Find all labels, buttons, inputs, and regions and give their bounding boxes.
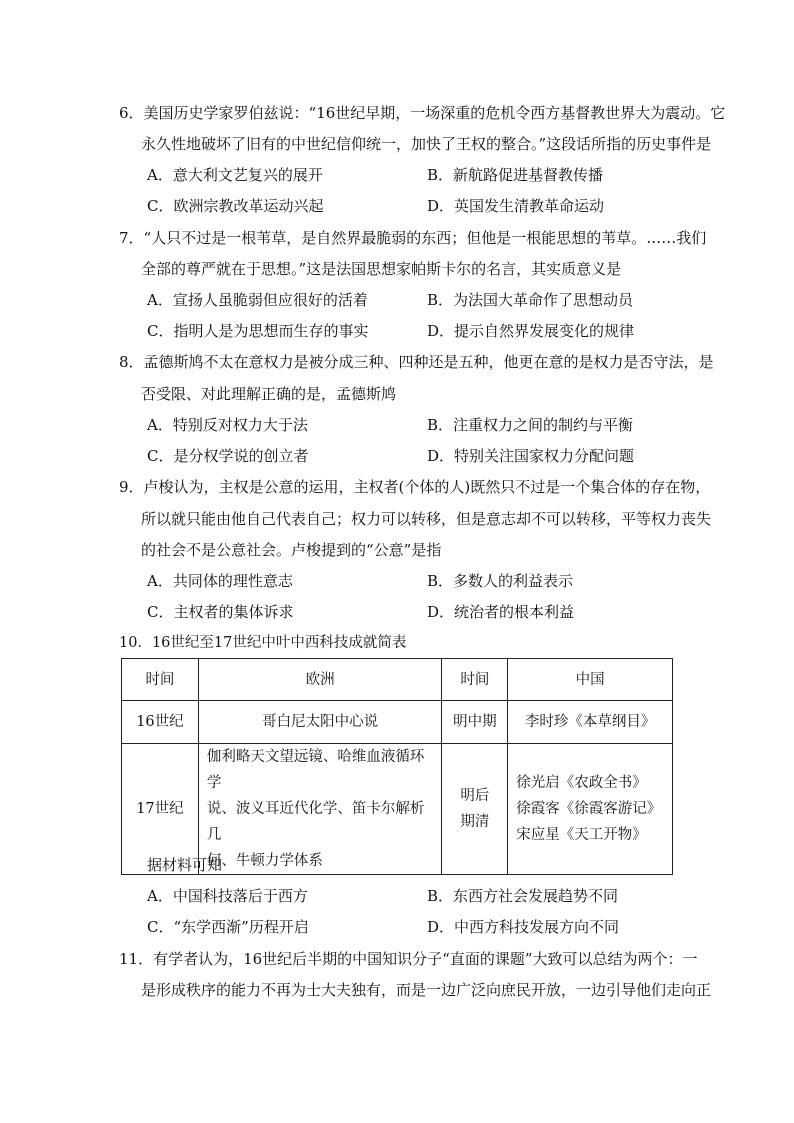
q7-stem-line2: 全部的尊严就在于思想。”这是法国思想家帕斯卡尔的名言，其实质意义是	[141, 260, 622, 278]
table-row	[122, 701, 673, 744]
table-cell-line: 何、牛顿力学体系	[206, 853, 323, 869]
q7-option-d: D．提示自然界发展变化的规律	[427, 322, 635, 340]
q10-option-a: A．中国科技落后于西方	[147, 887, 308, 905]
table-cell-china-17c	[508, 744, 673, 875]
q11-stem-line2: 是形成秩序的能力不再为士大夫独有，而是一边广泛向庶民开放，一边引导他们走向正	[141, 981, 712, 999]
q6-option-c: C．欧洲宗教改革运动兴起	[147, 197, 324, 215]
q7-stem-line1: 7．“人只不过是一根苇草，是自然界最脆弱的东西；但他是一根能思想的苇草。……我们	[119, 229, 707, 247]
q10-option-d: D．中西方科技发展方向不同	[427, 918, 620, 936]
q8-stem-line1: 8．孟德斯鸠不太在意权力是被分成三种、四种还是五种，他更在意的是权力是否守法，是	[119, 353, 714, 371]
q7-option-a: A．宣扬人虽脆弱但应很好的活着	[147, 291, 368, 309]
table-cell: 17世纪	[122, 744, 199, 875]
q7-option-c: C．指明人是为思想而生存的事实	[147, 322, 369, 340]
q9-stem-line1: 9．卢梭认为，主权是公意的运用，主权者(个体的人)既然只不过是一个集合体的存在物，	[119, 478, 711, 496]
q9-stem-line3: 的社会不是公意社会。卢梭提到的“公意”是指	[141, 541, 442, 559]
table-header-cell: 时间	[122, 659, 199, 701]
q10-after-table: 据材料可知	[147, 856, 223, 874]
q10-stem: 10．16世纪至17世纪中叶中西科技成就简表	[119, 635, 407, 651]
q8-option-a: A．特别反对权力大于法	[147, 416, 308, 434]
table-cell-line: 说、波义耳近代化学、笛卡尔解析几	[206, 801, 425, 843]
q9-option-c: C．主权者的集体诉求	[147, 603, 294, 621]
q11-stem-line1: 11．有学者认为，16世纪后半期的中国知识分子“直面的课题”大致可以总结为两个：一	[119, 950, 698, 968]
q6-stem-line2: 永久性地破坏了旧有的中世纪信仰统一，加快了王权的整合。”这段话所指的历史事件是	[141, 135, 712, 153]
table-cell-time-cn	[442, 744, 508, 875]
q7-option-b: B．为法国大革命作了思想动员	[427, 291, 634, 309]
table-cell: 哥白尼太阳中心说	[198, 701, 442, 744]
table-header-row	[122, 659, 673, 701]
q6-option-b: B．新航路促进基督教传播	[427, 166, 604, 184]
q6-option-d: D．英国发生清教革命运动	[427, 197, 605, 215]
q8-option-d: D．特别关注国家权力分配问题	[427, 447, 635, 465]
q8-stem-line2: 否受限、对此理解正确的是，孟德斯鸠	[141, 385, 397, 403]
science-achievements-table	[121, 658, 673, 875]
q8-option-c: C．是分权学说的创立者	[147, 447, 309, 465]
table-header-cell: 中国	[508, 659, 673, 701]
table-cell: 16世纪	[122, 701, 199, 744]
table-cell-line: 伽利略天文望远镜、哈维血液循环学	[206, 749, 425, 791]
q9-option-d: D．统治者的根本利益	[427, 603, 575, 621]
table-cell: 李时珍《本草纲目》	[508, 701, 673, 744]
table-cell-line: 宋应星《天工开物》	[516, 827, 647, 843]
table-header-cell: 时间	[442, 659, 508, 701]
table-cell-line: 明后	[460, 788, 490, 804]
table-cell-europe-17c	[198, 744, 442, 875]
table-header-cell: 欧洲	[198, 659, 442, 701]
q9-stem-line2: 所以就只能由他自己代表自己；权力可以转移，但是意志却不可以转移，平等权力丧失	[141, 510, 712, 528]
q6-option-a: A．意大利文艺复兴的展开	[147, 166, 323, 184]
q8-option-b: B．注重权力之间的制约与平衡	[427, 416, 634, 434]
q10-option-c: C．“东学西渐”历程开启	[147, 918, 309, 936]
q6-stem-line1: 6．美国历史学家罗伯兹说：“16世纪早期，一场深重的危机令西方基督教世界大为震动。它	[119, 104, 726, 122]
q10-option-b: B．东西方社会发展趋势不同	[427, 887, 619, 905]
table-cell-line: 期清	[460, 814, 490, 830]
q9-option-a: A．共同体的理性意志	[147, 572, 293, 590]
table-cell: 明中期	[442, 701, 508, 744]
table-cell-line: 徐光启《农政全书》	[516, 775, 647, 791]
table-cell-line: 徐霞客《徐霞客游记》	[516, 801, 662, 817]
q9-option-b: B．多数人的利益表示	[427, 572, 574, 590]
